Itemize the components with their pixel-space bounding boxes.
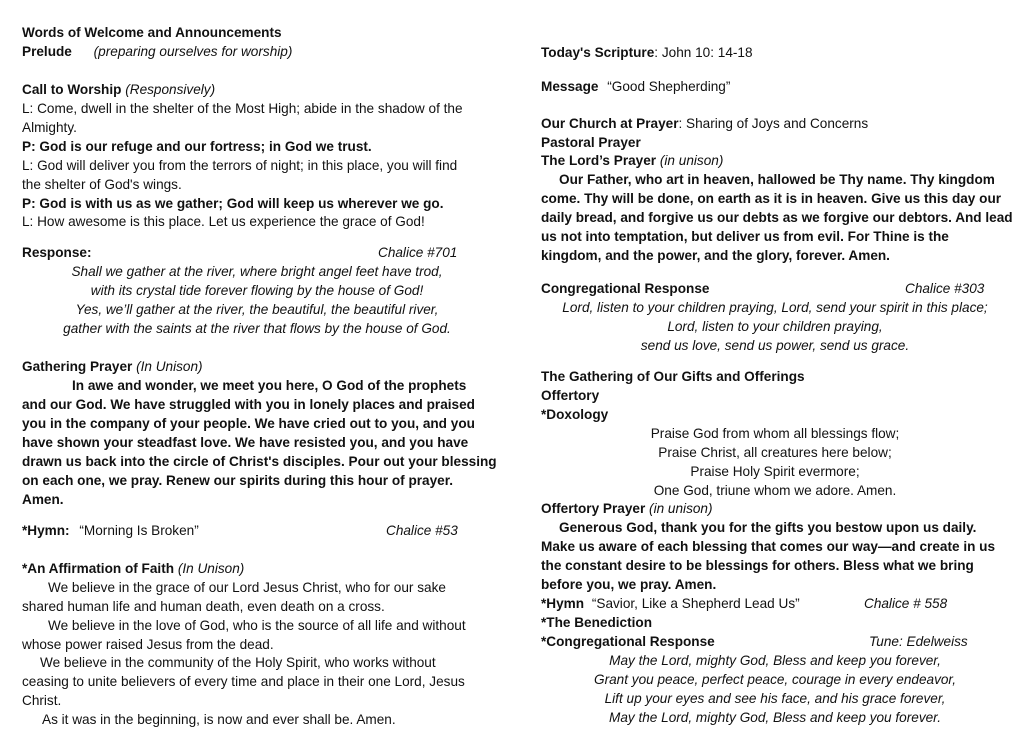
affirmation-line: As it was in the beginning, is now and ever shall be. Amen. xyxy=(42,712,396,727)
church-prayer-text: : Sharing of Joys and Concerns xyxy=(678,116,869,131)
cong-response2-line: May the Lord, mighty God, Bless and keep you forever. xyxy=(609,710,941,725)
cong-response2-line: Lift up your eyes and see his face, and his grace forever, xyxy=(604,691,946,706)
cong-response-line: Lord, listen to your children praying, Lord, send your spirit in this place; xyxy=(562,300,988,315)
pastoral-prayer: Pastoral Prayer xyxy=(541,135,641,150)
call-line: L: Come, dwell in the shelter of the Most High; abide in the shadow of the xyxy=(22,101,463,116)
offertory: Offertory xyxy=(541,388,600,403)
gathering-label: Gathering Prayer xyxy=(22,359,133,374)
gathering-line: and our God. We have struggled with you in lonely places and praised xyxy=(22,397,475,412)
affirmation-note: (In Unison) xyxy=(177,561,245,576)
gathering-note: (In Unison) xyxy=(136,359,203,374)
hymn-title: “Morning Is Broken” xyxy=(79,523,199,538)
affirmation-line: shared human life and human death, even death on a cross. xyxy=(22,599,385,614)
call-to-worship-heading xyxy=(22,81,215,99)
affirmation-line: We believe in the grace of our Lord Jesus Christ, who for our sake xyxy=(48,580,446,595)
message xyxy=(541,78,730,96)
call-line: the shelter of God's wings. xyxy=(22,177,182,192)
hymn2-row xyxy=(541,595,800,613)
doxology: *Doxology xyxy=(541,407,609,422)
affirmation-line: ceasing to unite believers of every time and place in their one Lord, Jesus xyxy=(22,674,465,689)
call-line: P: God is with us as we gather; God will keep us wherever we go. xyxy=(22,196,444,211)
doxology-line: One God, triune whom we adore. Amen. xyxy=(653,483,897,498)
lords-prayer-label: The Lord’s Prayer xyxy=(541,153,657,168)
church-prayer-label: Our Church at Prayer xyxy=(541,116,679,131)
offertory-prayer-line: Generous God, thank you for the gifts you bestow upon us daily. xyxy=(559,520,977,535)
hymn2-title: “Savior, Like a Shepherd Lead Us” xyxy=(591,596,800,611)
hymn2-label: *Hymn xyxy=(541,596,585,611)
offertory-prayer-note: (in unison) xyxy=(649,501,713,516)
gathering-line: have shown your steadfast love. We have resisted you, and you have xyxy=(22,435,469,450)
prelude-label: Prelude xyxy=(22,44,72,59)
affirmation-line: Christ. xyxy=(22,693,62,708)
lords-prayer-line: Our Father, who art in heaven, hallowed be Thy name. Thy kingdom xyxy=(559,172,995,187)
benediction: *The Benediction xyxy=(541,615,653,630)
cong-response2-line: May the Lord, mighty God, Bless and keep you forever, xyxy=(609,653,941,668)
cong-response-line: Lord, listen to your children praying, xyxy=(667,319,883,334)
lords-prayer-line: kingdom, and the power, and the glory, forever. Amen. xyxy=(541,248,890,263)
church-prayer xyxy=(541,115,868,133)
lords-prayer-note: (in unison) xyxy=(659,153,724,168)
prelude xyxy=(22,43,292,61)
gathering-line: In awe and wonder, we meet you here, O God of the prophets xyxy=(72,378,467,393)
doxology-line: Praise Christ, all creatures here below; xyxy=(658,445,892,460)
prelude-note: (preparing ourselves for worship) xyxy=(93,44,293,59)
response-ref: Chalice #701 xyxy=(378,245,458,260)
hymn-row xyxy=(22,522,199,540)
welcome-heading: Words of Welcome and Announcements xyxy=(22,25,282,40)
call-line: L: How awesome is this place. Let us experience the grace of God! xyxy=(22,214,425,229)
affirmation-heading xyxy=(22,560,244,578)
response-line: Shall we gather at the river, where bright angel feet have trod, xyxy=(71,264,443,279)
gifts-heading: The Gathering of Our Gifts and Offerings xyxy=(541,369,805,384)
message-text: “Good Shepherding” xyxy=(607,79,731,94)
scripture xyxy=(541,44,753,62)
scripture-text: : John 10: 14-18 xyxy=(654,45,753,60)
call-label: Call to Worship xyxy=(22,82,122,97)
gathering-line: you in the company of your people. We have cried out to you, and you xyxy=(22,416,475,431)
response-line: Yes, we’ll gather at the river, the beautiful, the beautiful river, xyxy=(75,302,439,317)
response-label: Response: xyxy=(22,245,92,260)
response-line: with its crystal tide forever flowing by the house of God! xyxy=(90,283,424,298)
gathering-prayer-heading xyxy=(22,358,203,376)
call-line: L: God will deliver you from the terrors of night; in this place, you will find xyxy=(22,158,458,173)
offertory-prayer-line: the constant desire to be blessings for others. Bless what we bring xyxy=(541,558,974,573)
affirmation-line: whose power raised Jesus from the dead. xyxy=(22,637,274,652)
cong-response-label: Congregational Response xyxy=(541,281,710,296)
lords-prayer-heading xyxy=(541,152,723,170)
response-line: gather with the saints at the river that flows by the house of God. xyxy=(63,321,451,336)
cong-response2-ref: Tune: Edelweiss xyxy=(869,634,968,649)
affirmation-label: *An Affirmation of Faith xyxy=(22,561,175,576)
call-note: (Responsively) xyxy=(125,82,216,97)
lords-prayer-line: us not into temptation, but deliver us from evil. For Thine is the xyxy=(541,229,949,244)
gathering-line: drawn us back into the circle of Christ's disciples. Pour out your blessing xyxy=(22,454,497,469)
call-line: P: God is our refuge and our fortress; in God we trust. xyxy=(22,139,372,154)
cong-response-line: send us love, send us power, send us grace. xyxy=(640,338,910,353)
hymn-ref: Chalice #53 xyxy=(386,523,458,538)
hymn-label: *Hymn: xyxy=(22,523,70,538)
message-label: Message xyxy=(541,79,599,94)
cong-response-ref: Chalice #303 xyxy=(905,281,985,296)
affirmation-line: We believe in the community of the Holy Spirit, who works without xyxy=(40,655,436,670)
doxology-line: Praise God from whom all blessings flow; xyxy=(650,426,900,441)
lords-prayer-line: daily bread, and forgive us our debts as we forgive our debtors. And lead xyxy=(541,210,1013,225)
affirmation-line: We believe in the love of God, who is the source of all life and without xyxy=(48,618,466,633)
scripture-label: Today's Scripture xyxy=(541,45,655,60)
offertory-prayer-label: Offertory Prayer xyxy=(541,501,646,516)
hymn2-ref: Chalice # 558 xyxy=(864,596,948,611)
offertory-prayer-line: before you, we pray. Amen. xyxy=(541,577,717,592)
doxology-line: Praise Holy Spirit evermore; xyxy=(690,464,860,479)
cong-response2-line: Grant you peace, perfect peace, courage in every endeavor, xyxy=(594,672,956,687)
gathering-line: Amen. xyxy=(22,492,64,507)
gathering-line: on each one, we pray. Renew our spirits during this hour of prayer. xyxy=(22,473,454,488)
offertory-prayer-line: Make us aware of each blessing that comes our way—and create in us xyxy=(541,539,996,554)
offertory-prayer-heading xyxy=(541,500,713,518)
cong-response2-label: *Congregational Response xyxy=(541,634,715,649)
lords-prayer-line: come. Thy will be done, on earth as it is in heaven. Give us this day our xyxy=(541,191,1002,206)
call-line: Almighty. xyxy=(22,120,77,135)
